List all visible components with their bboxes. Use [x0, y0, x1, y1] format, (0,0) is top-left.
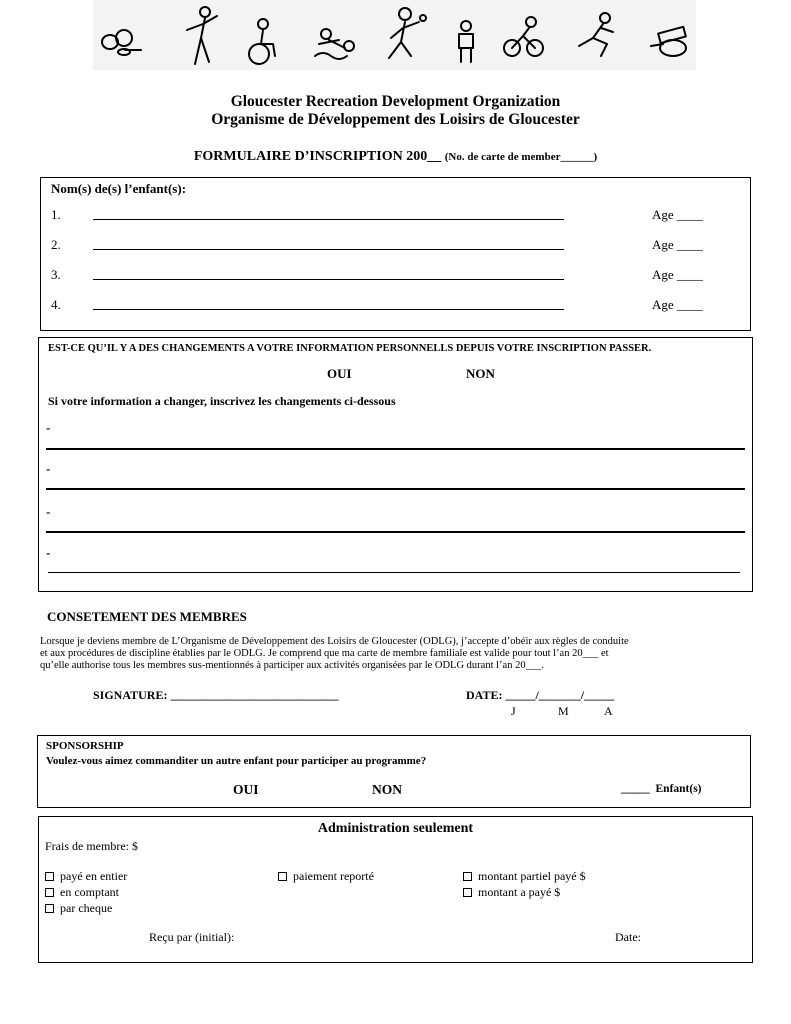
deferred-payment-option[interactable]	[278, 869, 374, 884]
enfants-blank[interactable]: _____	[621, 783, 650, 795]
consent-line: qu’elle authorise tous les membres sus-mentionnés à participer aux activités organisées par le ODLG durant l’an 20___.	[40, 660, 544, 671]
change-dash-3: -	[46, 504, 51, 519]
children-section	[40, 177, 751, 331]
child-row-2	[51, 237, 740, 253]
children-label: Nom(s) de(s) l’enfant(s):	[51, 181, 187, 196]
enfants-count-field[interactable]	[621, 783, 702, 795]
org-name-english: Gloucester Recreation Development Organization	[230, 93, 561, 110]
wheelchair-icon	[249, 19, 275, 64]
child-age-field[interactable]: Age ____	[652, 237, 703, 252]
admin-section	[38, 816, 753, 963]
changes-instruction: Si votre information a changer, inscrivez les changements ci-dessous	[48, 394, 396, 408]
child-row-4	[51, 297, 740, 313]
change-line-2[interactable]	[46, 488, 745, 490]
sponsorship-heading: SPONSORSHIP	[46, 740, 124, 752]
received-by-label: Reçu par (initial):	[149, 930, 235, 944]
child-name-line[interactable]	[93, 309, 564, 310]
checkbox-icon[interactable]	[45, 888, 54, 897]
child-name-line[interactable]	[93, 219, 564, 220]
cash-option[interactable]	[45, 885, 119, 900]
child-row-1	[51, 207, 740, 223]
consent-line: et aux procédures de discipline établies par le ODLG. Je comprend que ma carte de membre familiale est valide pour tout l’an 20___ et	[40, 648, 609, 659]
changes-question: EST-CE QU’IL Y A DES CHANGEMENTS A VOTRE INFORMATION PERSONNELLS DEPUIS VOTRE INSCRIPTION PASSER.	[48, 343, 652, 354]
child-number: 3.	[51, 267, 61, 282]
amount-paid-label: montant a payé $	[478, 885, 561, 899]
reader-icon	[459, 21, 473, 62]
sponsorship-oui-option[interactable]: OUI	[233, 782, 259, 797]
arts-crafts-icon	[651, 27, 686, 56]
checkbox-icon[interactable]	[463, 888, 472, 897]
signature-field[interactable]: SIGNATURE: ____________________________	[93, 688, 339, 702]
change-line-1[interactable]	[46, 448, 745, 450]
changes-oui-option[interactable]: OUI	[327, 366, 352, 381]
tennis-racket-ball-icon	[102, 30, 141, 55]
checkbox-icon[interactable]	[463, 872, 472, 881]
skater-icon	[579, 13, 613, 56]
deferred-payment-label: paiement reporté	[293, 869, 374, 883]
sponsorship-section	[37, 735, 751, 808]
change-dash-4: -	[46, 545, 51, 560]
cyclist-icon	[504, 17, 543, 56]
registration-title: FORMULAIRE D’INSCRIPTION 200__	[193, 149, 442, 164]
child-row-3	[51, 267, 740, 283]
activity-icons-banner	[93, 0, 696, 70]
changes-section	[38, 337, 753, 592]
juggler-icon	[389, 8, 426, 58]
change-dash-1: -	[46, 420, 51, 435]
child-age-field[interactable]: Age ____	[652, 297, 703, 312]
date-field[interactable]: DATE: _____/_______/_____	[466, 688, 615, 702]
sponsorship-non-option[interactable]: NON	[372, 782, 402, 797]
change-line-4[interactable]	[48, 572, 740, 573]
date-year-label: A	[604, 704, 613, 718]
cash-label: en comptant	[60, 885, 119, 899]
checkbox-icon[interactable]	[278, 872, 287, 881]
swimmer-icon	[315, 29, 354, 59]
amount-paid-option[interactable]	[463, 885, 560, 900]
membership-fee-label: Frais de membre: $	[45, 839, 138, 853]
child-age-field[interactable]: Age ____	[652, 267, 703, 282]
consent-heading: CONSETEMENT DES MEMBRES	[47, 609, 247, 624]
org-name-french: Organisme de Développement des Loisirs de Gloucester	[211, 111, 580, 128]
child-number: 4.	[51, 297, 61, 312]
child-name-line[interactable]	[93, 279, 564, 280]
child-name-line[interactable]	[93, 249, 564, 250]
checkbox-icon[interactable]	[45, 904, 54, 913]
partial-payment-option[interactable]	[463, 869, 586, 884]
enfants-label: Enfant(s)	[655, 783, 702, 795]
changes-non-option[interactable]: NON	[466, 366, 495, 381]
consent-line: Lorsque je deviens membre de L’Organisme de Développement des Loisirs de Gloucester (ODLG), j’accepte d’obéir aux règles de conduite	[40, 636, 629, 647]
cheque-label: par cheque	[60, 901, 113, 915]
change-dash-2: -	[46, 461, 51, 476]
child-number: 1.	[51, 207, 61, 222]
checkbox-icon[interactable]	[45, 872, 54, 881]
date-month-label: M	[558, 704, 569, 718]
partial-payment-label: montant partiel payé $	[478, 869, 586, 883]
gymnast-icon	[187, 7, 217, 64]
paid-full-option[interactable]	[45, 869, 127, 884]
admin-heading: Administration seulement	[317, 821, 474, 836]
child-age-field[interactable]: Age ____	[652, 207, 703, 222]
change-line-3[interactable]	[46, 531, 745, 533]
admin-date-label: Date:	[615, 930, 641, 944]
paid-full-label: payé en entier	[60, 869, 128, 883]
consent-text	[40, 636, 629, 672]
member-card-number: (No. de carte de member______)	[444, 151, 598, 163]
child-number: 2.	[51, 237, 61, 252]
date-day-label: J	[511, 704, 516, 718]
form-title	[0, 149, 791, 165]
cheque-option[interactable]	[45, 901, 112, 916]
sponsorship-question: Voulez-vous aimez commanditer un autre enfant pour participer au programme?	[46, 755, 427, 767]
